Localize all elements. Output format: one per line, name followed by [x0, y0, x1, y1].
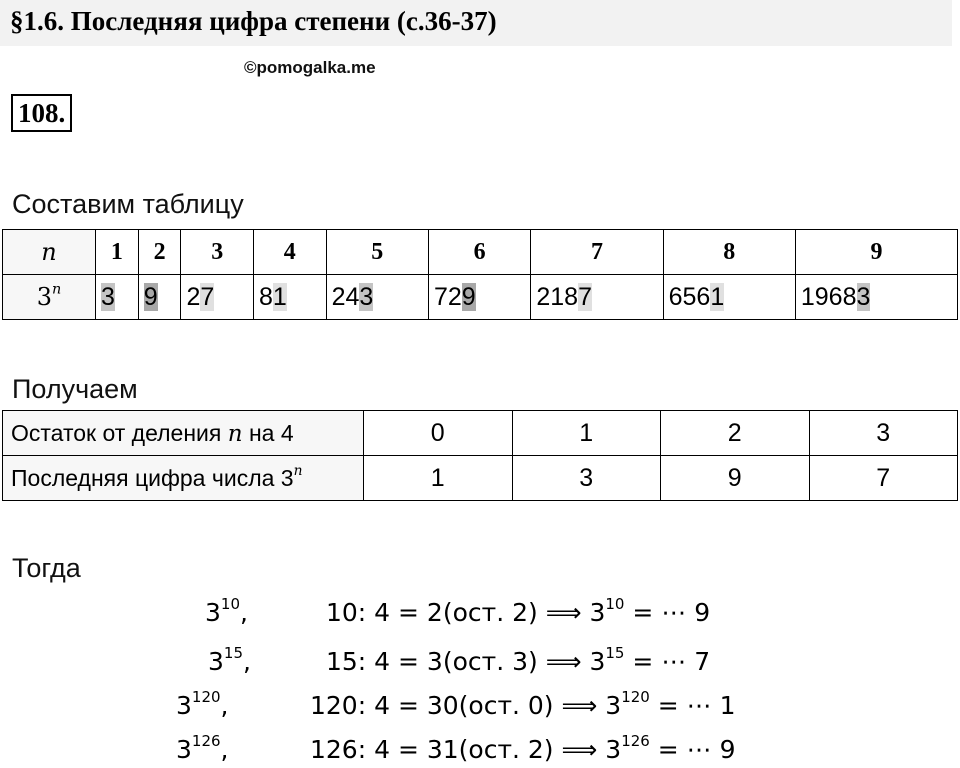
problem-number: 108.: [11, 94, 72, 132]
power-value-cell: [663, 275, 795, 320]
n-cell: 9: [795, 230, 957, 275]
last-digit-cell: 9: [661, 456, 810, 501]
remainder-table: [2, 410, 958, 501]
last-digit-highlight: 1: [272, 282, 287, 311]
equation-calc: 15: 4 = 3(ост. 3) ⟹ $3^{15}$ = ⋯ 7: [326, 644, 711, 676]
equation-calc: 10: 4 = 2(ост. 2) ⟹ $3^{10}$ = ⋯ 9: [326, 595, 711, 627]
remainder-cell: 1: [512, 411, 661, 456]
remainder-label-cell: [3, 411, 364, 456]
table-row: [3, 411, 958, 456]
then-heading: Тогда: [12, 553, 81, 583]
equation-power: $3^{120}$,: [176, 688, 229, 720]
table-row: [3, 275, 958, 320]
equation-calc: 120: 4 = 30(ост. 0) ⟹ $3^{120}$ = ⋯ 1: [310, 688, 736, 720]
equation-power: $3^{126}$,: [176, 732, 229, 764]
last-digit-highlight: 7: [200, 282, 215, 311]
get-heading: Получаем: [12, 374, 138, 404]
last-digit-cell: 1: [364, 456, 513, 501]
last-digit-highlight: 7: [578, 282, 592, 311]
power-value-cell: [326, 275, 428, 320]
last-digit-highlight: 3: [856, 282, 871, 311]
power-value-cell: [254, 275, 327, 320]
last-digit-highlight: 3: [101, 282, 115, 311]
n-cell: 5: [326, 230, 428, 275]
value-prefix: 8: [259, 282, 273, 311]
n-cell: 3: [181, 230, 254, 275]
table-row: [3, 230, 958, 275]
power-value-cell: [96, 275, 139, 320]
value-prefix: 2: [186, 282, 201, 311]
n-cell: 4: [254, 230, 327, 275]
equation-calc: 126: 4 = 31(ост. 2) ⟹ $3^{126}$ = ⋯ 9: [310, 732, 736, 764]
remainder-cell: 0: [364, 411, 513, 456]
label-exponent: n: [293, 462, 303, 479]
powers-table: [2, 229, 958, 320]
label-text: на 4: [242, 419, 294, 446]
value-prefix: 24: [331, 282, 360, 311]
power-label-cell: [3, 275, 96, 320]
power-exponent: n: [52, 281, 62, 298]
n-cell: 8: [663, 230, 795, 275]
remainder-cell: 2: [661, 411, 810, 456]
power-value-cell: [138, 275, 181, 320]
n-cell: 7: [531, 230, 663, 275]
value-prefix: 1968: [800, 282, 857, 311]
label-text: Остаток от деления: [11, 419, 228, 446]
equation-power: $3^{10}$,: [205, 595, 248, 627]
last-digit-highlight: 9: [461, 282, 476, 311]
last-digit-cell: 3: [512, 456, 661, 501]
last-digit-highlight: 3: [359, 282, 374, 311]
label-var: n: [227, 420, 243, 447]
n-label-cell: [3, 230, 96, 275]
label-text: Последняя цифра числа 3: [11, 464, 294, 491]
watermark: ©pomogalka.me: [244, 58, 376, 77]
power-value-cell: [795, 275, 957, 320]
n-label: n: [41, 238, 57, 266]
n-cell: 1: [96, 230, 139, 275]
power-value-cell: [531, 275, 663, 320]
power-value-cell: [428, 275, 530, 320]
value-prefix: 218: [536, 282, 579, 311]
power-value-cell: [181, 275, 254, 320]
remainder-cell: 3: [809, 411, 958, 456]
equation-power: $3^{15}$,: [208, 644, 251, 676]
page-title: §1.6. Последняя цифра степени (с.36-37): [10, 6, 497, 36]
last-digit-label-cell: [3, 456, 364, 501]
last-digit-highlight: 1: [710, 282, 725, 311]
last-digit-cell: 7: [809, 456, 958, 501]
n-cell: 2: [138, 230, 181, 275]
table-heading: Составим таблицу: [12, 189, 244, 219]
power-base: 3: [36, 283, 52, 311]
value-prefix: 72: [433, 282, 462, 311]
table-row: [3, 456, 958, 501]
n-cell: 6: [428, 230, 530, 275]
value-prefix: 656: [668, 282, 711, 311]
last-digit-highlight: 9: [143, 282, 158, 311]
